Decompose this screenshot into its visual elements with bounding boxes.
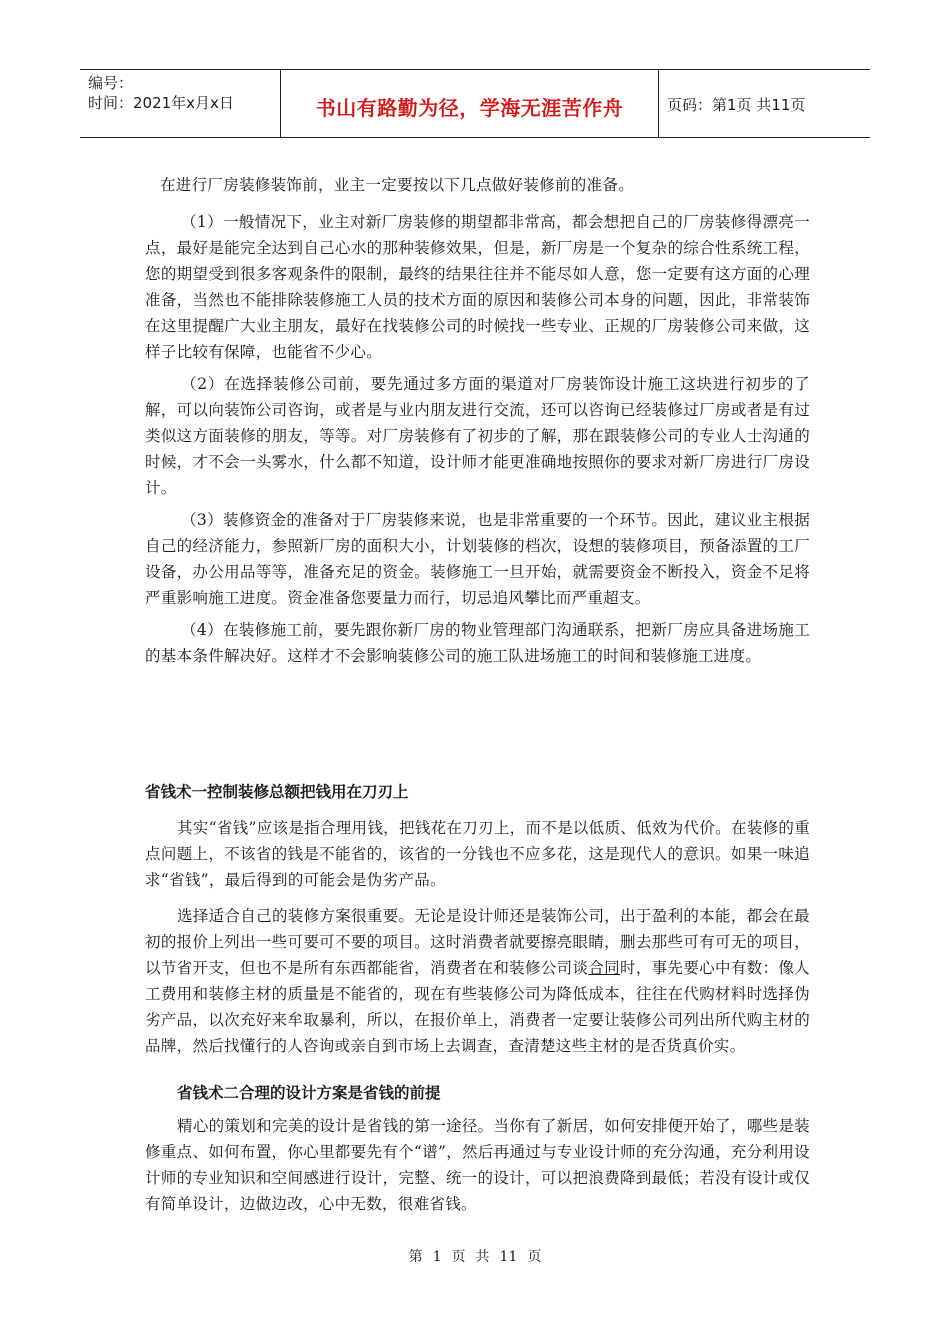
section-1-paragraph-2 [145,903,810,1059]
section-1-paragraph-2-text-b: 时，事先要心中有数：像人工费用和装修主材的质量是不能省的，现在有些装修公司为降低成本，往往在代购材料时选择伪劣产品，以次充好来牟取暴利，所以，在报价单上，消费者一定要让装修公司列出所代购主材的品牌，然后找懂行的人咨询或亲自到市场上去调查，查清楚这些主材的是否货真价实。 [145,959,810,1055]
page-footer [0,1246,950,1266]
page-info: 页码：第1页 共11页 [667,96,806,114]
date-label: 时间：2021年x月x日 [88,94,234,112]
point-2-paragraph: （2）在选择装修公司前，要先通过多方面的渠道对厂房装饰设计施工这块进行初步的了解，可以向装饰公司咨询，或者是与业内朋友进行交流，还可以咨询已经装修过厂房或者是有过类似这方面装修的朋友，等等。对厂房装修有了初步的了解，那在跟装修公司的专业人士沟通的时候，才不会一头雾水，什么都不知道，设计师才能更准确地按照你的要求对新厂房进行厂房设计。 [145,375,810,497]
section-2-heading: 省钱术二合理的设计方案是省钱的前提 [177,1084,441,1102]
footer-ye-2: 页 [527,1249,542,1265]
motto: 书山有路勤为径，学海无涯苦作舟 [315,96,624,120]
footer-di: 第 [408,1249,423,1265]
footer-page-number: 1 [432,1249,442,1265]
header-page-cell [659,70,870,137]
footer-total-pages: 11 [499,1249,518,1265]
point-1-paragraph: （1）一般情况下，业主对新厂房装修的期望都非常高，都会想把自己的厂房装修得漂亮一点，最好是能完全达到自己心水的那种装修效果，但是，新厂房是一个复杂的综合性系统工程，您的期望受到很多客观条件的限制，最终的结果往往并不能尽如人意，您一定要有这方面的心理准备，当然也不能排除装修施工人员的技术方面的原因和装修公司本身的问题，因此，非常装饰在这里提醒广大业主朋友，最好在找装修公司的时候找一些专业、正规的厂房装修公司来做，这样子比较有保障，也能省不少心。 [145,213,810,361]
header-table [80,69,870,138]
header-meta-cell [80,70,281,137]
footer-gong: 共 [475,1249,490,1265]
section-1-paragraph-2-text-a: 选择适合自己的装修方案很重要。无论是设计师还是装饰公司，出于盈利的本能，都会在最初的报价上列出一些可要可不要的项目。这时消费者就要擦亮眼睛，删去那些可有可无的项目，以节省开支，但也不是所有东西都能省，消费者在和装修公司谈 [145,907,810,977]
point-3-paragraph: （3）装修资金的准备对于厂房装修来说，也是非常重要的一个环节。因此，建议业主根据自己的经济能力，参照新厂房的面积大小，计划装修的档次，设想的装修项目，预备添置的工厂设备，办公用品等等，准备充足的资金。装修施工一旦开始，就需要资金不断投入，资金不足将严重影响施工进度。资金准备您要量力而行，切忌追风攀比而严重超支。 [145,511,810,607]
footer-ye: 页 [451,1249,466,1265]
intro-paragraph: 在进行厂房装修装饰前，业主一定要按以下几点做好装修前的准备。 [160,176,635,194]
section-1-paragraph-1: 其实“省钱”应该是指合理用钱，把钱花在刀刃上，而不是以低质、低效为代价。在装修的重点问题上，不该省的钱是不能省的，该省的一分钱也不应多花，这是现代人的意识。如果一味追求“省钱”，最后得到的可能会是伪劣产品。 [145,819,810,889]
point-4-paragraph: （4）在装修施工前，要先跟你新厂房的物业管理部门沟通联系，把新厂房应具备进场施工的基本条件解决好。这样才不会影响装修公司的施工队进场施工的时间和装修施工进度。 [145,621,810,665]
section-1-heading: 省钱术一控制装修总额把钱用在刀刃上 [145,783,409,801]
number-label: 编号： [88,74,134,92]
header-motto-cell [281,70,659,137]
section-2-paragraph-1: 精心的策划和完美的设计是省钱的第一途径。当你有了新居，如何安排便开始了，哪些是装修重点、如何布置，你心里都要先有个“谱”，然后再通过与专业设计师的充分沟通，充分利用设计师的专业知识和空间感进行设计，完整、统一的设计，可以把浪费降到最低；若没有设计或仅有简单设计，边做边改，心中无数，很难省钱。 [145,1117,810,1213]
contract-link[interactable]: 合同 [588,959,621,977]
